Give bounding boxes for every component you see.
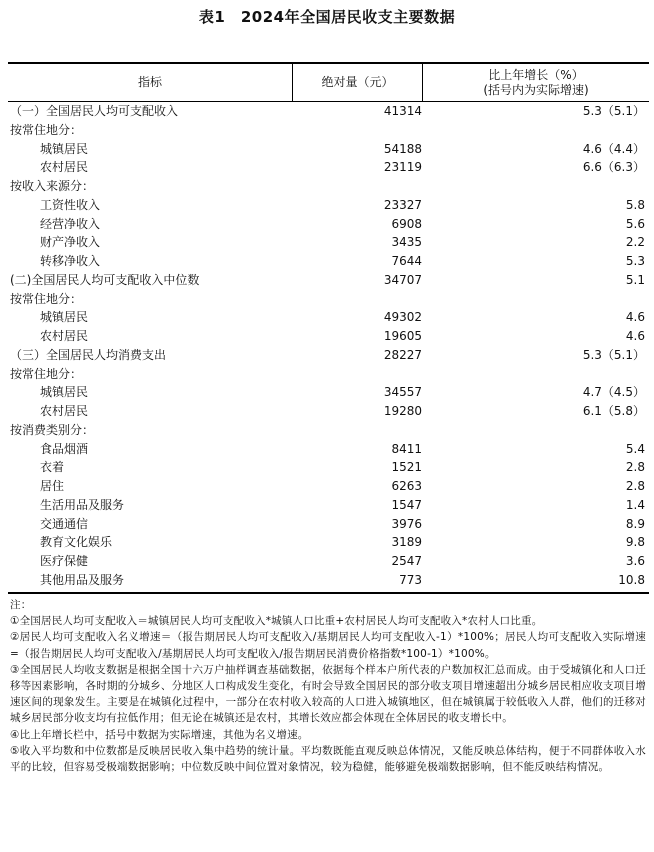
row-label: 城镇居民: [40, 385, 89, 400]
row-growth: 5.1: [625, 272, 645, 287]
table-row: [8, 496, 649, 515]
table-row: [8, 177, 649, 196]
row-label: （三）全国居民人均消费支出: [10, 347, 167, 362]
note-item: ③全国居民人均收支数据是根据全国十六万户抽样调查基础数据，依据每个样本户所代表的户数加权汇总而成。由于受城镇化和人口迁移等因素影响，各时期的分城乡、分地区人口构成发生变化，有时会导致全国居民的部分收支项目增速超出分城乡居民相应收支项目增速区间的现象发生。主要是在城镇化过程中，一部分在农村收入较高的人口进入城镇地区，但在城镇属于较低收入人群，他们的迁移对城乡居民部分收支均有拉低作用；但无论在城镇还是农村，其增长效应都会体现在全体居民的收支增长中。: [10, 663, 646, 725]
row-value: 1521: [391, 460, 422, 475]
row-growth: 5.3（5.1）: [582, 104, 645, 118]
row-value: 23119: [383, 160, 422, 175]
row-label: 其他用品及服务: [40, 572, 125, 587]
table-row: [8, 365, 649, 384]
row-value: 28227: [383, 347, 422, 362]
row-value: 41314: [383, 104, 422, 118]
header-growth: [423, 68, 649, 98]
table-notes: [10, 597, 646, 775]
table-bottom-rule: [8, 592, 649, 594]
row-label: 按收入来源分：: [10, 179, 95, 193]
row-growth: 4.6: [625, 329, 645, 343]
row-label: 按常住地分：: [10, 366, 83, 381]
row-value: 23327: [383, 197, 422, 212]
row-value: 3976: [391, 516, 422, 531]
row-growth: 8.9: [625, 516, 645, 531]
table-row: [8, 140, 649, 159]
row-label: 转移净收入: [40, 254, 101, 268]
table-row: [8, 233, 649, 252]
row-growth: 5.4: [625, 441, 645, 456]
table-row: [8, 121, 649, 140]
row-growth: 5.3（5.1）: [582, 347, 645, 362]
row-label: 工资性收入: [40, 197, 101, 212]
table-row: [8, 515, 649, 534]
table-row: [8, 571, 649, 590]
row-growth: 2.8: [625, 460, 645, 475]
row-label: 交通通信: [40, 516, 89, 531]
table-row: [8, 327, 649, 346]
row-value: 49302: [383, 310, 422, 325]
row-value: 19280: [383, 404, 422, 418]
row-label: 城镇居民: [40, 310, 89, 325]
row-label: 医疗保健: [40, 554, 89, 568]
row-growth: 5.8: [625, 197, 645, 212]
row-label: 按消费类别分：: [10, 422, 95, 437]
row-growth: 6.6（6.3）: [582, 160, 645, 175]
table-row: [8, 383, 649, 402]
row-value: 6263: [391, 479, 422, 493]
row-growth: 10.8: [618, 572, 645, 587]
table-row: [8, 346, 649, 365]
header-indicator: 指标: [137, 75, 162, 89]
row-value: 7644: [391, 254, 422, 268]
table-row: [8, 271, 649, 290]
row-label: 农村居民: [40, 160, 89, 175]
row-growth: 5.6: [625, 216, 645, 231]
header-absolute: 绝对量（元）: [321, 75, 394, 89]
table-row: [8, 290, 649, 309]
header-growth-line2: (括号内为实际增速): [483, 83, 589, 97]
row-growth: 4.6（4.4）: [582, 141, 645, 156]
table-row: [8, 552, 649, 571]
row-growth: 6.1（5.8）: [582, 404, 645, 418]
note-item: ⑤收入平均数和中位数都是反映居民收入集中趋势的统计量。平均数既能直观反映总体情况，又能反映总体结构，便于不同群体收入水平的比较，但容易受极端数据影响；中位数反映中间位置对象情况，较为稳健，能够避免极端数据影响，但不能反映结构情况。: [10, 744, 646, 774]
table-top-rule: [8, 62, 649, 64]
row-value: 773: [399, 572, 422, 587]
table-row: [8, 440, 649, 459]
row-value: 3435: [391, 235, 422, 250]
row-label: 城镇居民: [40, 141, 89, 156]
row-label: 经营净收入: [40, 216, 101, 231]
table-row: [8, 215, 649, 234]
note-item: ②居民人均可支配收入名义增速＝（报告期居民人均可支配收入/基期居民人均可支配收入-1）*100%；居民人均可支配收入实际增速=（报告期居民人均可支配收入/基期居民人均可支配收入/报告期居民消费价格指数*100-1）*100%。: [10, 631, 646, 660]
table-title: 表1 2024年全国居民收支主要数据: [198, 8, 456, 26]
row-label: 教育文化娱乐: [40, 535, 113, 550]
row-label: 农村居民: [40, 404, 89, 418]
row-label: 按常住地分：: [10, 291, 83, 306]
row-label: 衣着: [40, 460, 65, 475]
row-label: 按常住地分：: [10, 122, 83, 137]
row-growth: 5.3: [625, 254, 645, 268]
table-row: [8, 477, 649, 496]
row-label: 农村居民: [40, 329, 89, 343]
table-row: [8, 458, 649, 477]
row-label: 食品烟酒: [40, 441, 89, 456]
row-value: 54188: [383, 141, 422, 156]
row-growth: 2.2: [625, 235, 645, 250]
row-label: 生活用品及服务: [40, 497, 125, 512]
row-label: 财产净收入: [40, 235, 101, 250]
row-value: 19605: [383, 329, 422, 343]
table-row: [8, 421, 649, 440]
table-row: [8, 158, 649, 177]
row-value: 6908: [391, 216, 422, 231]
row-growth: 4.7（4.5）: [582, 385, 645, 400]
row-value: 1547: [391, 497, 422, 512]
row-growth: 9.8: [625, 535, 645, 550]
row-growth: 1.4: [625, 497, 645, 512]
table-row: [8, 308, 649, 327]
table-row: [8, 196, 649, 215]
row-label: 居住: [40, 479, 65, 493]
row-value: 34707: [383, 272, 422, 287]
note-item: ①全国居民人均可支配收入＝城镇居民人均可支配收入*城镇人口比重+农村居民人均可支配收入*农村人口比重。: [10, 615, 543, 628]
table-row: [8, 402, 649, 421]
notes-heading: 注：: [10, 599, 32, 611]
table-row: [8, 102, 649, 121]
row-label: （一）全国居民人均可支配收入: [10, 104, 179, 118]
table-body: [8, 102, 649, 590]
row-growth: 3.6: [625, 554, 645, 568]
row-growth: 2.8: [625, 479, 645, 493]
header-growth-line1: 比上年增长（%）: [488, 68, 584, 82]
note-item: ④比上年增长栏中，括号中数据为实际增速，其他为名义增速。: [10, 728, 309, 741]
row-value: 8411: [391, 441, 422, 456]
row-value: 34557: [383, 385, 422, 400]
table-row: [8, 533, 649, 552]
row-label: (二)全国居民人均可支配收入中位数: [10, 272, 200, 287]
table-row: [8, 252, 649, 271]
row-value: 2547: [391, 554, 422, 568]
row-growth: 4.6: [625, 310, 645, 325]
row-value: 3189: [391, 535, 422, 550]
